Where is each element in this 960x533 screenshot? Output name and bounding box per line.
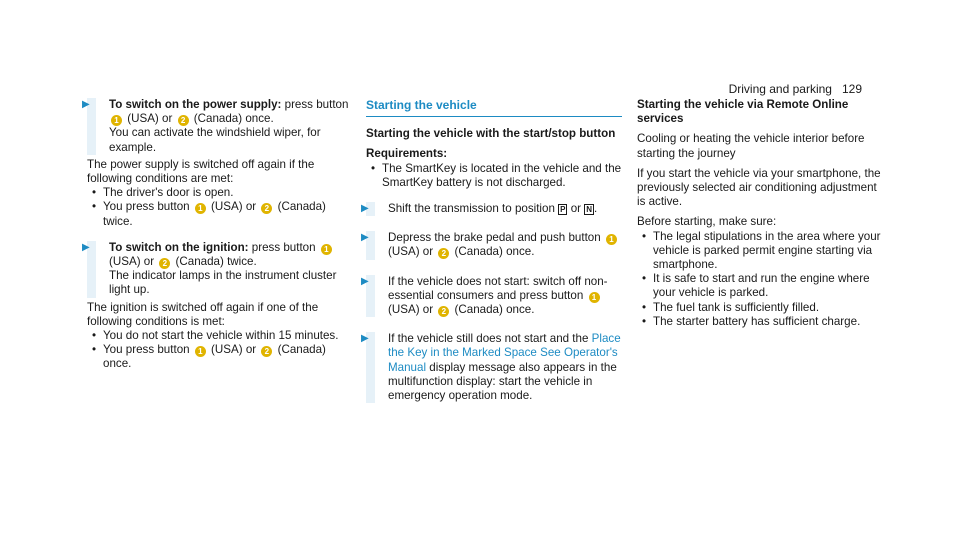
list-item-text: You do not start the vehicle within 15 minutes. [103, 329, 339, 343]
arrow-icon: ▶ [82, 99, 90, 110]
list-item: • The starter battery has sufficient charge. [642, 314, 861, 328]
section-name: Driving and parking [728, 82, 832, 96]
column-left [82, 98, 353, 372]
step-text: (Canada) once. [190, 112, 274, 126]
arrow-icon: ▶ [361, 275, 369, 287]
list-item-text: It is safe to start and run the engine where your vehicle is parked. [653, 272, 870, 300]
step-lead: To switch on the power supply: [109, 98, 282, 111]
badge-1: 1 [111, 115, 122, 126]
step-ignition [82, 240, 353, 298]
list-item: • You do not start the vehicle within 15 minutes. [92, 329, 339, 343]
badge-2: 2 [438, 248, 449, 259]
step-text: press button [248, 240, 319, 254]
gear-p-icon: P [560, 205, 566, 215]
list-item: • The fuel tank is sufficiently filled. [642, 300, 820, 314]
step-note: You can activate the windshield wiper, for example. [109, 126, 321, 154]
list-item: • The driver's door is open. [92, 186, 234, 200]
step-text: If the vehicle does not start: switch off non-essential consumers and press button [388, 274, 608, 302]
list-item-text: The SmartKey is located in the vehicle and the SmartKey battery is not discharged. [382, 161, 622, 189]
subsection-title: Starting the vehicle with the start/stop button [366, 127, 616, 141]
arrow-icon: ▶ [82, 241, 90, 253]
list-item-text: The driver's door is open. [103, 186, 234, 200]
paragraph: The ignition is switched off again if one of the following conditions is met: [87, 300, 319, 328]
list-item-text: The starter battery has sufficient charge. [653, 314, 861, 328]
badge-1: 1 [606, 234, 617, 245]
badge-2: 2 [261, 203, 272, 214]
badge-1: 1 [195, 346, 206, 357]
list-item-text: The legal stipulations in the area where your vehicle is parked permit engine starting via smartphone. [653, 229, 881, 272]
list-item-text: The fuel tank is sufficiently filled. [653, 300, 820, 314]
list-item: • You press button 1 (USA) or 2 (Canada) once. [92, 343, 326, 371]
arrow-icon: ▶ [361, 333, 369, 345]
subsection-title: Starting the vehicle via Remote Online services [637, 98, 849, 126]
badge-2: 2 [159, 258, 170, 269]
step-lead: To switch on the ignition: [109, 240, 249, 254]
step-text: press button [281, 98, 349, 111]
list-item: • The SmartKey is located in the vehicle and the SmartKey battery is not discharged. [371, 161, 622, 189]
step-text: (Canada) once. [451, 303, 535, 317]
list-item-text: (Canada) twice. [103, 200, 326, 228]
step-text: (USA) or [109, 255, 158, 269]
column-middle [361, 98, 622, 406]
badge-1: 1 [589, 292, 600, 303]
paragraph: Cooling or heating the vehicle interior before starting the journey [637, 132, 865, 160]
list-item: • The legal stipulations in the area where your vehicle is parked permit engine starting via smartphone. [642, 229, 881, 272]
list-item-text: You press button [103, 200, 193, 214]
step-text: (USA) or [388, 303, 437, 317]
badge-2: 2 [178, 115, 189, 126]
arrow-icon: ▶ [361, 203, 369, 215]
badge-1: 1 [195, 203, 206, 214]
step-emergency [361, 332, 622, 403]
column-right [637, 98, 882, 329]
step-text: or [567, 202, 585, 216]
step-text: (USA) or [388, 245, 437, 259]
step-note: The indicator lamps in the instrument cluster light up. [109, 269, 337, 297]
step-text: If the vehicle still does not start and the [388, 332, 592, 346]
list-item-text: You press button [103, 343, 193, 357]
arrow-icon: ▶ [361, 232, 369, 244]
gear-n-icon: N [586, 205, 593, 215]
paragraph: The power supply is switched off again if the following conditions are met: [87, 157, 315, 186]
badge-1: 1 [321, 244, 332, 255]
list-item-text: (USA) or [207, 343, 260, 357]
step-text: (USA) or [124, 112, 176, 126]
paragraph: Before starting, make sure: [637, 215, 777, 229]
step-text: display message also appears in the multifunction display: start the vehicle in emergency operation mode. [388, 360, 617, 403]
step-text: . [594, 202, 598, 216]
step-text: (Canada) once. [451, 245, 535, 259]
section-title: Starting the vehicle [366, 98, 622, 117]
step-shift [361, 202, 622, 216]
requirements-label: Requirements: [366, 147, 448, 161]
step-if-not-start [361, 274, 622, 318]
step-power-supply [82, 98, 353, 155]
page-header [729, 82, 862, 96]
step-depress-brake [361, 231, 622, 259]
badge-2: 2 [261, 346, 272, 357]
display-message-link[interactable]: Place the Key in the Marked Space See Operator's Manual [388, 332, 621, 374]
list-item-text: (Canada) once. [103, 343, 326, 371]
list-item: • It is safe to start and run the engine where your vehicle is parked. [642, 272, 870, 300]
step-text: Shift the transmission to position [388, 202, 559, 216]
list-item-text: (USA) or [207, 200, 260, 214]
step-text: Depress the brake pedal and push button [388, 231, 604, 245]
step-text: (Canada) twice. [172, 255, 257, 269]
list-item: • You press button 1 (USA) or 2 (Canada) twice. [92, 200, 326, 228]
paragraph: If you start the vehicle via your smartphone, the previously selected air conditioning adjustment is active. [637, 166, 881, 209]
page-number: 129 [841, 82, 862, 96]
badge-2: 2 [438, 306, 449, 317]
